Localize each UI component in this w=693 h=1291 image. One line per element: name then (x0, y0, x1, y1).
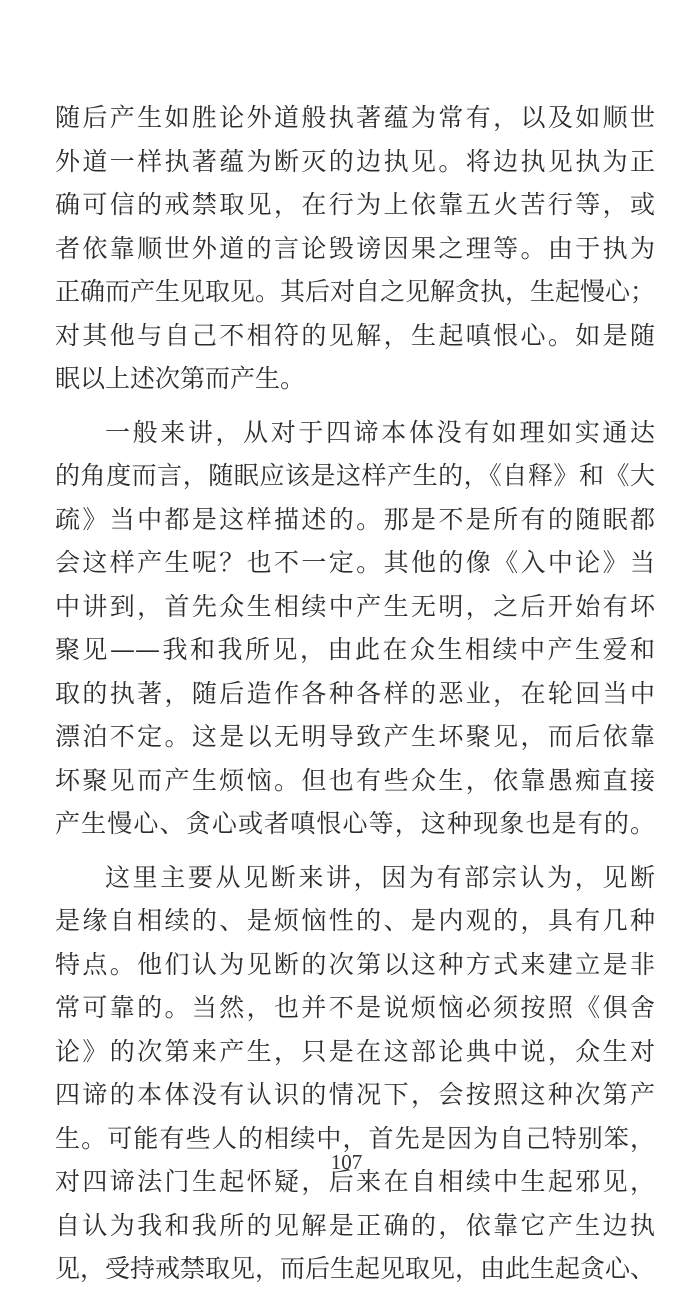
body-text (55, 96, 655, 1291)
text-line: 确可信的戒禁取见，在行为上依靠五火苦行等，或 (55, 190, 655, 219)
text-line: 疏》当中都是这样描述的。那是不是所有的随眠都 (55, 504, 655, 534)
text-line: 随后产生如胜论外道般执著蕴为常有，以及如顺世 (55, 103, 655, 132)
text-line: 特点。他们认为见断的次第以这种方式来建立是非 (55, 949, 655, 979)
text-line: 会这样产生呢？也不一定。其他的像《入中论》当 (55, 548, 655, 577)
text-line: 是缘自相续的、是烦恼性的、是内观的，具有几种 (55, 906, 655, 935)
paragraph-1 (55, 96, 655, 401)
paragraph-3 (55, 856, 655, 1291)
paragraph-gap (55, 846, 655, 856)
text-line: 外道一样执著蕴为断灭的边执见。将边执见执为正 (55, 146, 655, 176)
text-line: 中讲到，首先众生相续中产生无明，之后开始有坏 (55, 591, 655, 621)
paragraph-gap (55, 401, 655, 411)
text-line: 对四谛法门生起怀疑，后来在自相续中生起邪见， (55, 1167, 655, 1196)
text-line: 的角度而言，随眠应该是这样产生的，《自释》和《大 (55, 461, 655, 490)
text-line: 正确而产生见取见。其后对自之见解贪执，生起慢心； (55, 277, 656, 306)
text-line: 者依靠顺世外道的言论毁谤因果之理等。由于执为 (55, 233, 655, 263)
text-line: 聚见——我和我所见，由此在众生相续中产生爱和 (55, 635, 655, 664)
text-line: 这里主要从见断来讲，因为有部宗认为，见断 (105, 862, 655, 892)
text-line: 常可靠的。当然，也并不是说烦恼必须按照《俱舍 (55, 993, 655, 1022)
page-number: 107 (330, 1150, 363, 1174)
text-line: 一般来讲，从对于四谛本体没有如理如实通达 (105, 417, 655, 447)
text-line: 取的执著，随后造作各种各样的恶业，在轮回当中 (55, 678, 655, 708)
text-line: 对其他与自己不相符的见解，生起嗔恨心。如是随 (55, 320, 655, 350)
text-line: 四谛的本体没有认识的情况下，会按照这种次第产 (55, 1080, 655, 1109)
text-line: 生。可能有些人的相续中，首先是因为自己特别笨， (55, 1123, 655, 1153)
paragraph-2 (55, 411, 655, 846)
text-line: 眠以上述次第而产生。 (55, 364, 306, 393)
text-line: 产生慢心、贪心或者嗔恨心等，这种现象也是有的。 (55, 809, 655, 838)
text-line: 坏聚见而产生烦恼。但也有些众生，依靠愚痴直接 (55, 765, 655, 795)
text-line: 漂泊不定。这是以无明导致产生坏聚见，而后依靠 (55, 722, 655, 751)
text-line: 论》的次第来产生，只是在这部论典中说，众生对 (55, 1036, 655, 1066)
text-line: 见，受持戒禁取见，而后生起见取见，由此生起贪心、 (55, 1254, 656, 1283)
text-line: 自认为我和我所的见解是正确的，依靠它产生边执 (55, 1210, 655, 1240)
